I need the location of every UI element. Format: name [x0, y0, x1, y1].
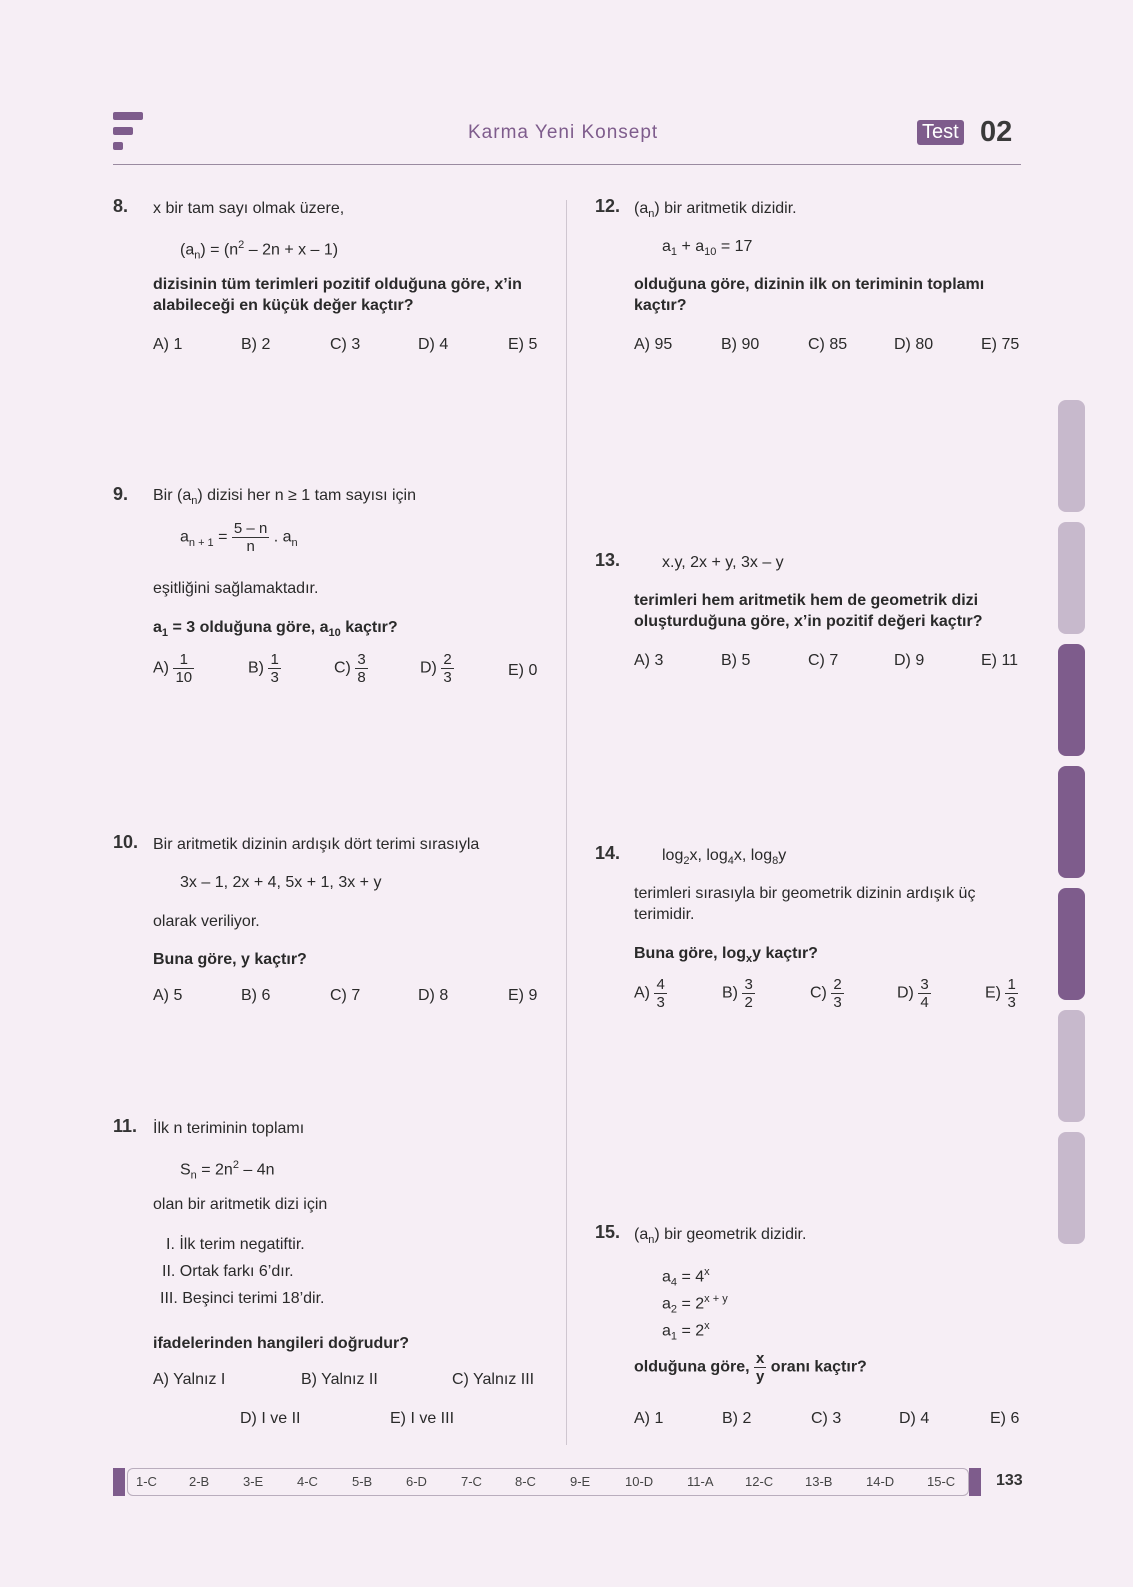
q10-option-c[interactable]: C) 7	[330, 987, 361, 1004]
q9-line2: eşitliğini sağlamaktadır.	[153, 580, 319, 597]
q11-number: 11.	[113, 1116, 138, 1136]
page-number: 133	[996, 1472, 1023, 1489]
q11-option-b[interactable]: B) Yalnız II	[301, 1371, 378, 1388]
header-divider	[113, 164, 1021, 165]
q9-question: $a_1 = 3$ olduğuna göre, $a_{10}$ kaçtır?	[153, 619, 398, 640]
q8-question: dizisinin tüm terimleri pozitif olduğuna göre, x’in alabileceği en küçük değer kaçtır?	[153, 276, 522, 314]
answer-item: 13-B	[805, 1474, 833, 1489]
answer-item: 11-A	[687, 1474, 714, 1489]
q12-option-a[interactable]: A) 95	[634, 336, 673, 353]
q10-line2: olarak veriliyor.	[153, 913, 260, 930]
q10-option-b[interactable]: B) 6	[241, 987, 271, 1004]
side-tab	[1058, 766, 1085, 878]
q14-number: 14.	[595, 843, 621, 863]
q9-number: 9.	[113, 484, 129, 504]
q11-option-d[interactable]: D) I ve II	[240, 1410, 301, 1427]
answer-item: 4-C	[297, 1474, 318, 1489]
q13-option-b[interactable]: B) 5	[721, 652, 751, 669]
q15-option-e[interactable]: E) 6	[990, 1410, 1020, 1427]
q8-formula: $(a_n) = (n^2 - 2n + x - 1)$	[180, 239, 339, 262]
q13-option-e[interactable]: E) 11	[981, 652, 1019, 669]
q12-option-b[interactable]: B) 90	[721, 336, 760, 353]
side-tab	[1058, 400, 1085, 512]
answer-item: 7-C	[461, 1474, 482, 1489]
q10-question: Buna göre, y kaçtır?	[153, 951, 307, 968]
q11-option-c[interactable]: C) Yalnız III	[452, 1371, 535, 1388]
q9-formula: $a_{n + 1}$ = $\frac{5 - n}{n}$ . $a_n$	[180, 520, 298, 555]
answer-bar-left-cap	[113, 1468, 125, 1496]
answer-item: 10-D	[625, 1474, 654, 1489]
q11-formula: $S_n = 2n^2 - 4n$	[180, 1159, 275, 1182]
answer-bar-right-cap	[969, 1468, 981, 1496]
q14-description: terimleri sırasıyla bir geometrik dizinin ardışık üç terimidir.	[634, 885, 976, 923]
q11-statement-1: I. İlk terim negatiftir.	[166, 1236, 305, 1253]
q15-equation-3: $a_1 = 2^x$	[662, 1320, 710, 1343]
q14-option-b[interactable]: B) $\frac{3}{2}$	[722, 976, 753, 1011]
q13-number: 13.	[595, 550, 621, 570]
q15-equation-1: $a_4 = 4^x$	[662, 1266, 710, 1289]
answer-item: 1-C	[136, 1474, 157, 1489]
q10-option-d[interactable]: D) 8	[418, 987, 449, 1004]
q13-option-a[interactable]: A) 3	[634, 652, 664, 669]
q12-number: 12.	[595, 196, 621, 216]
q14-option-a[interactable]: A) $\frac{4}{3}$	[634, 976, 665, 1011]
q10-intro: Bir aritmetik dizinin ardışık dört terimi sırasıyla	[153, 836, 480, 853]
q11-option-a[interactable]: A) Yalnız I	[153, 1371, 226, 1388]
q11-question: ifadelerinden hangileri doğrudur?	[153, 1335, 410, 1352]
q8-option-c[interactable]: C) 3	[330, 336, 361, 353]
answer-item: 14-D	[866, 1474, 895, 1489]
header-title: Karma Yeni Konsept	[468, 122, 659, 143]
q8-option-b[interactable]: B) 2	[241, 336, 271, 353]
answer-item: 2-B	[189, 1474, 210, 1489]
q14-terms: $\log_2x$, $\log_4x$, $\log_8y$	[662, 847, 787, 868]
q8-option-e[interactable]: E) 5	[508, 336, 538, 353]
q14-question: Buna göre, $\log_xy$ kaçtır?	[634, 945, 818, 966]
q9-option-c[interactable]: C) $\frac{3}{8}$	[334, 651, 366, 686]
q11-option-e[interactable]: E) I ve III	[390, 1410, 455, 1427]
q9-option-e[interactable]: E) 0	[508, 662, 538, 679]
q9-option-d[interactable]: D) $\frac{2}{3}$	[420, 651, 452, 686]
q13-option-d[interactable]: D) 9	[894, 652, 925, 669]
side-tab	[1058, 644, 1085, 756]
answer-item: 5-B	[352, 1474, 373, 1489]
answer-item: 9-E	[570, 1474, 591, 1489]
q14-option-e[interactable]: E) $\frac{1}{3}$	[985, 976, 1016, 1011]
q8-intro: x bir tam sayı olmak üzere,	[153, 200, 345, 217]
q15-option-c[interactable]: C) 3	[811, 1410, 842, 1427]
q10-option-e[interactable]: E) 9	[508, 987, 538, 1004]
q8-option-a[interactable]: A) 1	[153, 336, 183, 353]
q9-option-a[interactable]: A) $\frac{1}{10}$	[153, 651, 193, 686]
q12-option-d[interactable]: D) 80	[894, 336, 934, 353]
q15-equation-2: $a_2 = 2^{x + y}$	[662, 1293, 728, 1316]
answer-item: 3-E	[243, 1474, 264, 1489]
q15-option-b[interactable]: B) 2	[722, 1410, 752, 1427]
q14-option-d[interactable]: D) $\frac{3}{4}$	[897, 976, 929, 1011]
side-tab	[1058, 1132, 1085, 1244]
side-tab	[1058, 888, 1085, 1000]
answer-item: 15-C	[927, 1474, 956, 1489]
q12-question: olduğuna göre, dizinin ilk on teriminin toplamı kaçtır?	[634, 276, 985, 314]
q15-intro: $(a_n)$ bir geometrik dizidir.	[634, 1226, 807, 1247]
q11-line2: olan bir aritmetik dizi için	[153, 1196, 328, 1213]
column-divider	[566, 200, 567, 1445]
answer-item: 12-C	[745, 1474, 774, 1489]
q11-statement-2: II. Ortak farkı 6’dır.	[162, 1263, 294, 1280]
q10-number: 10.	[113, 832, 139, 852]
q9-option-b[interactable]: B) $\frac{1}{3}$	[248, 651, 279, 686]
test-number: 02	[980, 116, 1013, 148]
test-badge: Test	[917, 120, 964, 145]
side-tab	[1058, 522, 1085, 634]
q15-option-d[interactable]: D) 4	[899, 1410, 930, 1427]
q13-question: terimleri hem aritmetik hem de geometrik dizi oluşturduğuna göre, x’in pozitif değeri kaçtır?	[634, 592, 983, 630]
q15-option-a[interactable]: A) 1	[634, 1410, 664, 1427]
q12-intro: $(a_n)$ bir aritmetik dizidir.	[634, 200, 797, 221]
q13-option-c[interactable]: C) 7	[808, 652, 839, 669]
q8-number: 8.	[113, 196, 129, 216]
q12-formula: $a_1 + a_{10} = 17$	[662, 238, 753, 259]
q14-option-c[interactable]: C) $\frac{2}{3}$	[810, 976, 842, 1011]
publisher-logo	[113, 112, 143, 154]
q15-question: olduğuna göre, $\frac{x}{y}$ oranı kaçtır?	[634, 1350, 867, 1385]
q12-option-c[interactable]: C) 85	[808, 336, 848, 353]
q9-intro: Bir $(a_n)$ dizisi her n ≥ 1 tam sayısı için	[153, 487, 416, 508]
q11-intro: İlk n teriminin toplamı	[153, 1120, 305, 1137]
side-tab	[1058, 1010, 1085, 1122]
q10-option-a[interactable]: A) 5	[153, 987, 183, 1004]
q11-statement-3: III. Beşinci terimi 18’dir.	[160, 1290, 325, 1307]
q15-number: 15.	[595, 1222, 621, 1242]
q12-option-e[interactable]: E) 75	[981, 336, 1020, 353]
q10-terms: 3x – 1, 2x + 4, 5x + 1, 3x + y	[180, 874, 382, 891]
q8-option-d[interactable]: D) 4	[418, 336, 449, 353]
answer-item: 8-C	[515, 1474, 536, 1489]
q13-terms: x.y, 2x + y, 3x – y	[662, 554, 784, 571]
answer-item: 6-D	[406, 1474, 427, 1489]
